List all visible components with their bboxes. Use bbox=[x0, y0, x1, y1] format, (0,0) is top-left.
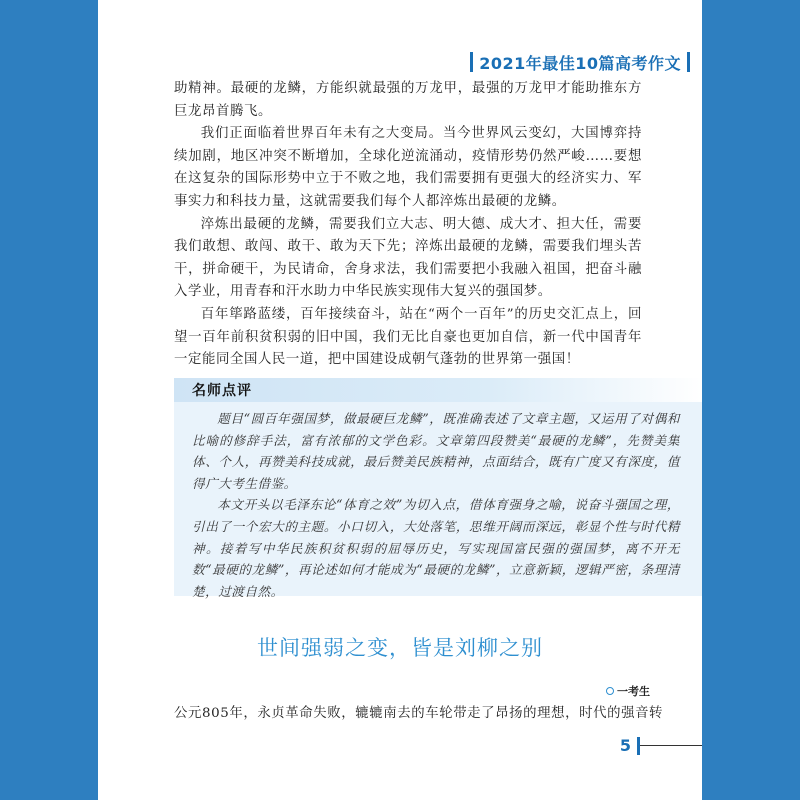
page-number-rule bbox=[640, 745, 702, 747]
paragraph-2: 我们正面临着世界百年未有之大变局。当今世界风云变幻，大国博弈持续加剧，地区冲突不断增加，全球化逆流涌动，疫情形势仍然严峻……要想在这复杂的国际形势中立于不败之地，我们需要拥有更强大的经济实力、军事实力和科技力量，这就需要我们每个人都淬炼出最硬的龙鳞。 bbox=[174, 126, 642, 209]
header-title: 2021年最佳10篇高考作文 bbox=[479, 53, 681, 73]
teacher-comment-box bbox=[174, 378, 702, 599]
paragraph-1: 助精神。最硬的龙鳞，方能织就最强的万龙甲，最强的万龙甲才能助推东方巨龙昂首腾飞。 bbox=[174, 81, 642, 119]
page-number-footer bbox=[620, 736, 702, 755]
comment-paragraph-2: 本文开头以毛泽东论“体育之效”为切入点，借体育强身之喻，说奋斗强国之理，引出了一个宏大的主题。小口切入，大处落笔，思维开阔而深远，彰显个性与时代精神。接着写中华民族积贫积弱的屈辱历史，写实现国富民强的强国梦，离不开无数“最硬的龙鳞”，再论述如何才能成为“最硬的龙鳞”，立意新颖，逻辑严密，条理清楚，过渡自然。 bbox=[192, 497, 680, 599]
paragraph-4: 百年筚路蓝缕，百年接续奋斗，站在“两个一百年”的历史交汇点上，回望一百年前积贫积弱的旧中国，我们无比自豪也更加自信，新一代中国青年一定能同全国人民一道，把中国建设成朝气蓬勃的世界第一强国！ bbox=[174, 306, 642, 368]
comment-body bbox=[174, 402, 702, 602]
comment-header bbox=[174, 378, 702, 402]
right-blue-border bbox=[702, 0, 800, 800]
running-header bbox=[470, 50, 690, 74]
essay-first-line: 公元805年，永贞革命失败，辘辘南去的车轮带走了昂扬的理想，时代的强音转 bbox=[174, 706, 664, 721]
comment-title: 名师点评 bbox=[192, 383, 252, 399]
author-line bbox=[606, 683, 650, 699]
book-page bbox=[98, 0, 702, 800]
comment-paragraph-1: 题目“圆百年强国梦，做最硬巨龙鳞”，既准确表述了文章主题，又运用了对偶和比喻的修辞手法，富有浓郁的文学色彩。文章第四段赞美“最硬的龙鳞”，先赞美集体、个人，再赞美科技成就，最后赞美民族精神，点面结合，既有广度又有深度，值得广大考生借鉴。 bbox=[192, 411, 680, 491]
author-circle-icon bbox=[606, 687, 614, 695]
essay-title: 世间强弱之变，皆是刘柳之别 bbox=[257, 636, 543, 660]
header-bar-right bbox=[687, 52, 690, 72]
page-number: 5 bbox=[619, 736, 631, 755]
essay-body bbox=[174, 78, 642, 372]
author-name: 一考生 bbox=[617, 685, 650, 698]
left-blue-border bbox=[0, 0, 98, 800]
paragraph-3: 淬炼出最硬的龙鳞，需要我们立大志、明大德、成大才、担大任，需要我们敢想、敢闯、敢干、敢为天下先；淬炼出最硬的龙鳞，需要我们埋头苦干，拼命硬干，为民请命，舍身求法，我们需要把小我融入祖国，把奋斗融入学业，用青春和汗水助力中华民族实现伟大复兴的强国梦。 bbox=[174, 216, 642, 300]
